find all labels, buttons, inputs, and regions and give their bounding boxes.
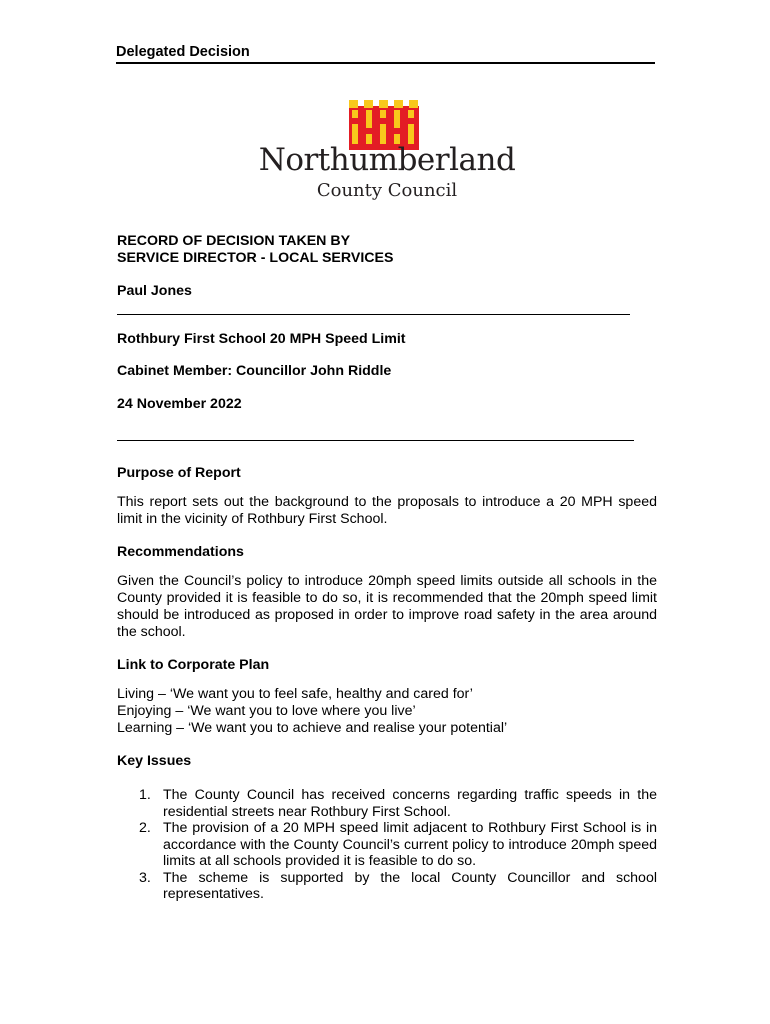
corporate-plan-line: Learning – ‘We want you to achieve and realise your potential’ xyxy=(117,720,508,736)
list-item-number: 2. xyxy=(139,820,151,836)
corporate-plan-line: Living – ‘We want you to feel safe, healthy and cared for’ xyxy=(117,686,473,702)
purpose-heading: Purpose of Report xyxy=(117,465,241,481)
record-title-line-2: SERVICE DIRECTOR - LOCAL SERVICES xyxy=(117,250,394,266)
document-header: Delegated Decision xyxy=(116,44,655,64)
key-issues-heading: Key Issues xyxy=(117,753,192,769)
corporate-plan-heading: Link to Corporate Plan xyxy=(117,657,270,673)
record-title-line-1: RECORD OF DECISION TAKEN BY xyxy=(117,233,351,249)
separator-line xyxy=(117,314,630,315)
recommendations-text: Given the Council’s policy to introduce 20mph speed limits outside all schools in the County provided it is feasible to do so, it is recommended that the 20mph speed limit should be introduced as proposed in order to improve road safety in the area around the school. xyxy=(117,573,657,640)
decision-subject: Rothbury First School 20 MPH Speed Limit xyxy=(117,331,406,347)
record-title xyxy=(117,233,657,267)
list-item-text: The scheme is supported by the local County Councillor and school representatives. xyxy=(163,869,657,902)
list-item-number: 1. xyxy=(139,787,151,803)
logo-subtitle: County Council xyxy=(316,180,458,201)
key-issues-list xyxy=(117,787,657,903)
list-item-text: The provision of a 20 MPH speed limit adjacent to Rothbury First School is in accordance with the County Council’s current policy to introduce 20mph speed limits at all schools provided it is feasible to do so. xyxy=(163,820,657,869)
purpose-text: This report sets out the background to the proposals to introduce a 20 MPH speed limit in the vicinity of Rothbury First School. xyxy=(117,494,657,527)
recommendations-heading: Recommendations xyxy=(117,544,244,560)
cabinet-member: Cabinet Member: Councillor John Riddle xyxy=(117,363,392,379)
corporate-plan-list xyxy=(117,686,657,737)
logo-name: Northumberland xyxy=(258,142,516,178)
decision-maker-name: Paul Jones xyxy=(117,283,192,299)
list-item xyxy=(117,787,657,820)
decision-date: 24 November 2022 xyxy=(117,396,242,412)
separator-line xyxy=(117,440,634,441)
list-item xyxy=(117,870,657,903)
list-item-number: 3. xyxy=(139,869,151,886)
list-item xyxy=(117,820,657,870)
corporate-plan-line: Enjoying – ‘We want you to love where you live’ xyxy=(117,703,416,719)
list-item-text: The County Council has received concerns regarding traffic speeds in the residential streets near Rothbury First School. xyxy=(163,787,657,820)
